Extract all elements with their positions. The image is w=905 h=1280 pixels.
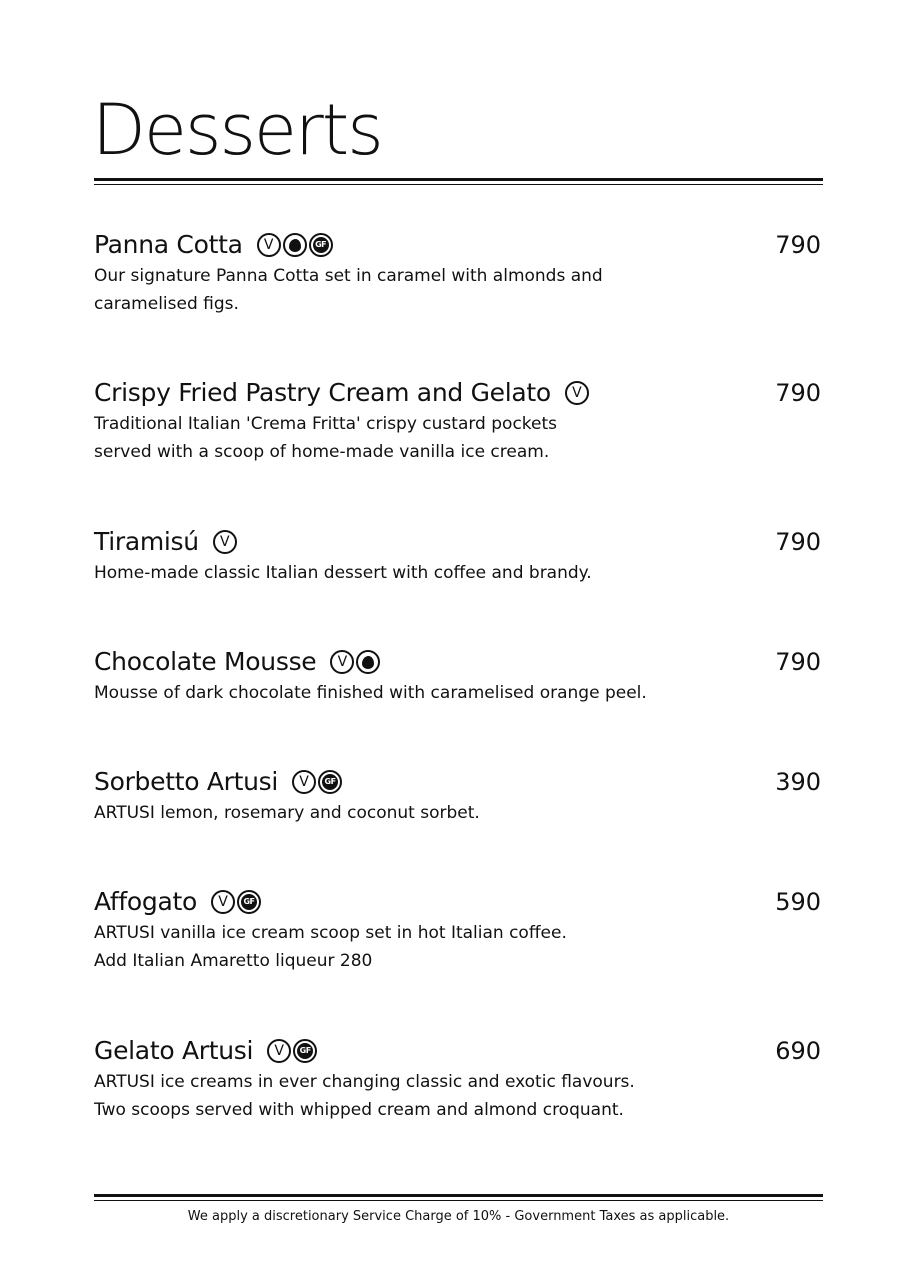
nut-icon — [356, 650, 380, 674]
menu-item-panna-cotta — [94, 228, 823, 318]
item-price: 790 — [775, 528, 821, 556]
gluten-free-icon: GF — [237, 890, 261, 914]
vegetarian-icon: V — [565, 381, 589, 405]
title-divider-thick — [94, 178, 823, 181]
dietary-badges — [267, 1039, 317, 1063]
description-line: Home-made classic Italian dessert with coffee and brandy. — [94, 563, 592, 583]
description-line: Mousse of dark chocolate finished with caramelised orange peel. — [94, 683, 647, 703]
vegetarian-icon: V — [211, 890, 235, 914]
item-description — [94, 262, 823, 318]
description-line: Two scoops served with whipped cream and almond croquant. — [94, 1100, 624, 1120]
item-price: 690 — [775, 1037, 821, 1065]
description-line: caramelised figs. — [94, 294, 239, 314]
nut-icon — [283, 233, 307, 257]
dietary-badges — [257, 233, 333, 257]
menu-item-affogato — [94, 885, 823, 975]
page-title: Desserts — [92, 89, 382, 171]
description-line: served with a scoop of home-made vanilla ice cream. — [94, 442, 550, 462]
gluten-free-icon: GF — [318, 770, 342, 794]
dietary-badges — [292, 770, 342, 794]
item-price: 590 — [775, 888, 821, 916]
item-description — [94, 410, 823, 466]
menu-item-tiramisu — [94, 525, 823, 587]
item-name: Affogato — [94, 887, 197, 916]
title-divider-thin — [94, 184, 823, 185]
item-name: Panna Cotta — [94, 230, 243, 259]
vegetarian-icon: V — [330, 650, 354, 674]
description-line: Traditional Italian 'Crema Fritta' crispy custard pockets — [94, 414, 558, 434]
vegetarian-icon: V — [257, 233, 281, 257]
item-name: Gelato Artusi — [94, 1036, 254, 1065]
item-price: 790 — [775, 648, 821, 676]
vegetarian-icon: V — [213, 530, 237, 554]
menu-item-crispy-fried-pastry — [94, 376, 823, 466]
description-line: ARTUSI vanilla ice cream scoop set in hot Italian coffee. — [94, 923, 567, 943]
gluten-free-icon: GF — [309, 233, 333, 257]
menu-item-gelato-artusi — [94, 1034, 823, 1124]
dietary-badges — [565, 381, 589, 405]
menu-item-chocolate-mousse — [94, 645, 823, 707]
footer-divider-thick — [94, 1194, 823, 1197]
item-name: Chocolate Mousse — [94, 647, 317, 676]
footer-divider-thin — [94, 1200, 823, 1201]
dietary-badges — [211, 890, 261, 914]
vegetarian-icon: V — [292, 770, 316, 794]
item-price: 790 — [775, 379, 821, 407]
gluten-free-icon: GF — [293, 1039, 317, 1063]
item-description — [94, 799, 823, 827]
dietary-badges — [213, 530, 237, 554]
item-name: Crispy Fried Pastry Cream and Gelato — [94, 378, 551, 407]
item-name: Sorbetto Artusi — [94, 767, 279, 796]
item-description — [94, 1068, 823, 1124]
item-description — [94, 919, 823, 975]
item-description — [94, 559, 823, 587]
description-line: Our signature Panna Cotta set in caramel with almonds and — [94, 266, 603, 286]
vegetarian-icon: V — [267, 1039, 291, 1063]
description-line: Add Italian Amaretto liqueur 280 — [94, 951, 373, 971]
description-line: ARTUSI lemon, rosemary and coconut sorbet. — [94, 803, 480, 823]
item-name: Tiramisú — [94, 527, 199, 556]
item-price: 790 — [775, 231, 821, 259]
dietary-badges — [330, 650, 380, 674]
menu-item-sorbetto-artusi — [94, 765, 823, 827]
description-line: ARTUSI ice creams in ever changing classic and exotic flavours. — [94, 1072, 635, 1092]
item-description — [94, 679, 823, 707]
item-price: 390 — [775, 768, 821, 796]
service-charge-note: We apply a discretionary Service Charge of 10% - Government Taxes as applicable. — [187, 1209, 730, 1224]
